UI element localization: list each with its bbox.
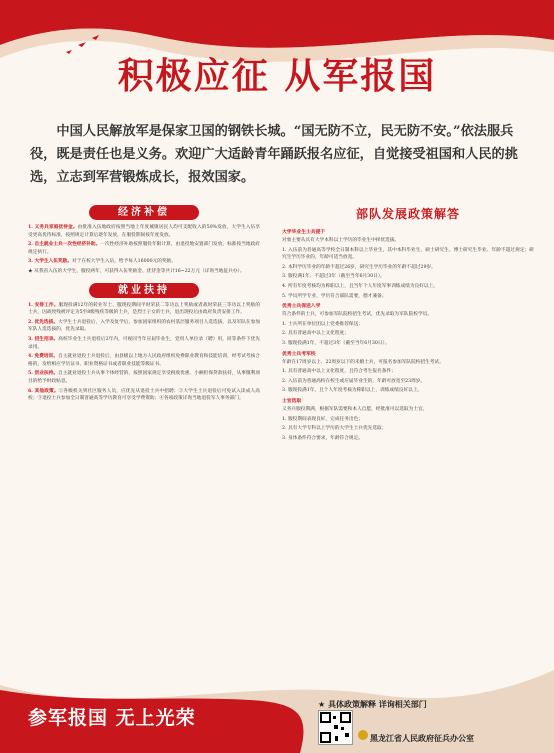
paragraph: [282, 340, 534, 348]
left-column: [28, 205, 260, 405]
policy-subheading: 优秀士兵考军校: [282, 350, 316, 357]
paragraph: [282, 378, 534, 386]
paragraph-text: 高校毕业生士兵退役后2年内，可视同当年应届毕业生，党用人单位录（聘）用，同等条件下优先录用。: [28, 336, 261, 350]
paragraph: [282, 264, 534, 272]
employment-support-list: [28, 302, 260, 403]
section-policy-answers: 部队发展政策解答: [355, 207, 460, 221]
section-employment-support: 就业扶持: [89, 283, 199, 298]
paragraph: [28, 268, 260, 276]
qr-code: [318, 710, 353, 745]
paragraph-text: 由批准入伍地政府按照当地上年度城镇居民人均可支配收入的50%发放，大学生入伍享受更高优待标准，按照规定计算后逐年发放，在服役期间按年度发放。: [28, 225, 260, 238]
paragraph-text: 年龄在17周岁以上、22周岁以下的未婚士兵，可报名参加军队院校招生考试。: [282, 359, 444, 365]
paragraph: [28, 302, 260, 317]
paragraph-text: 对于在校大学生入伍，给予每人16000元的奖励。: [72, 259, 177, 265]
section-economic-compensation: 经济补偿: [89, 205, 199, 220]
paragraph-text: 符合条件的士兵，可参加军队院校招生考试，优先录取为军队院校学员。: [282, 312, 433, 318]
paragraph-keyword: 1. 安排工作。: [28, 302, 59, 308]
paragraph-keyword: 5. 创业扶持。: [28, 371, 59, 377]
emblem-icon: [358, 730, 368, 740]
paragraph: [282, 293, 534, 301]
paragraph-text: 服现役满12年的转业军士、服现役期间平时荣获二等功以上奖励或者战时荣获三等功以上奖励的士兵，因战致残被评定为5至8级残疾等级的士兵，是烈士子女的士兵，退出现役后由政府负责安排工作。: [28, 302, 261, 316]
paragraph: [282, 359, 534, 367]
paragraph-text: 3. 服现役满1年，且个人年度考核为称职以上，训练成绩良好以上。: [282, 388, 423, 394]
paragraph: [282, 283, 534, 291]
policy-subheading: 优秀士兵保送入学: [282, 303, 321, 310]
paragraph-text: 对象主要从具有大学本科以上学历的毕业生中择优选拔。: [282, 238, 400, 243]
paragraph-text: 1. 具有普通高中以上文化程度，且符合考生报名条件；: [282, 369, 396, 375]
paragraph-keyword: 2. 优先选拔。: [28, 319, 59, 325]
paragraph-keyword: 3. 大学生入伍奖励。: [28, 259, 73, 265]
policy-subheading: 大学毕业生士兵提干: [282, 229, 326, 235]
paragraph: [282, 273, 534, 281]
paragraph-text: 2. 具有普通高中以上文化程度；: [282, 331, 349, 337]
paragraph: [282, 435, 534, 443]
paragraph: [28, 241, 260, 256]
paragraph: [28, 370, 260, 385]
paragraph: [282, 330, 534, 338]
right-column: [282, 205, 534, 444]
paragraph-text: 自主就业退役士兵退役后，由县级以上地方人民政府组织免费职业教育和技能培训，经考试考核合格的，发给相应学历证书、职业资格证书或者职业技能等级证书。: [28, 354, 260, 367]
paragraph-text: 3. 身体条件符合要求，年龄符合规定。: [282, 435, 363, 441]
paragraph-text: ①各级机关到社区服务人员，应优先从退役士兵中招聘；②大学生士兵退役后可免试入读成人高校；③退役士兵参加全日制普通高等学历教育可享受学费资助；④各项政策详询当地退役军人事务部门。: [28, 388, 260, 402]
paragraph-keyword: 3. 招生招录。: [28, 336, 59, 342]
more-info-note: ★ 具体政策解释 详询相关部门: [318, 700, 427, 709]
paragraph-text: 大学生士兵退役后，入学及复学后，参加国家组织的农村基层服务项目人选选拔，以及军队在参加军队人选选拔的，优先录取。: [28, 319, 260, 333]
paragraph-text: 1. 服役期间表现良好，完成任务出色；: [282, 416, 363, 422]
page-title: 积极应征 从军报国: [117, 56, 437, 97]
paragraph: [282, 368, 534, 376]
footer-slogan: 参军报国 无上光荣: [28, 707, 196, 729]
paragraph: [282, 387, 534, 395]
paragraph: [28, 336, 260, 351]
paragraph: [282, 406, 534, 414]
paragraph-keyword: 4. 免费培训。: [28, 354, 59, 360]
paragraph-text: 4. 所有年度考核均为称职以上，且当年个人年度军事训练成绩为良好以上。: [282, 283, 438, 289]
intro-text: 中国人民解放军是保家卫国的钢铁长城。“国无防不立，民无防不安。”依法服兵役，既是责任也是义务。欢迎广大适龄青年踊跃报名应征，自觉接受祖国和人民的挑选，立志到军营锻炼成长，报效国家。: [30, 124, 518, 185]
paragraph: [282, 311, 534, 319]
paragraph: [282, 321, 534, 329]
paragraph: [282, 237, 534, 245]
paragraph: [282, 416, 534, 424]
issuing-organization: 黑龙江省人民政府征兵办公室: [370, 734, 474, 743]
paragraph-text: 2. 具有大学专科以上学历的大学生士兵优先选取；: [282, 426, 387, 432]
policy-answers-list: [282, 228, 534, 442]
paragraph-text: 一次性经济补助按照服役年限计算，由退役地安置部门发放，标准按当地政府规定执行。: [28, 242, 260, 255]
paragraph-text: 2. 本科学历毕业的年龄不超过26岁，研究生学历毕业的年龄不超过29岁。: [282, 264, 436, 270]
paragraph: [28, 388, 260, 403]
paragraph-text: 自主就业退役士兵从事个体经营的，按照国家规定享受税收优惠、小额担保贷款扶持，从事微利项目的给予财政贴息。: [28, 371, 260, 384]
paragraph-keyword: 2. 自主就业士兵一次性经济补助。: [28, 242, 101, 248]
paragraph-keyword: 6. 其他政策。: [28, 388, 59, 394]
paragraph-keyword: 1. 义务兵家庭优待金。: [28, 225, 78, 230]
paragraph-text: 1. 士兵所在单位团以上党委推荐保送；: [282, 321, 363, 327]
paragraph-text: 1. 入伍前为普通高等学校全日制本科以上毕业生，其中本科毕业生、硕士研究生、博士研究生毕业、年龄不超过规定；研究生学历毕业的，年龄可适当放宽。: [282, 247, 534, 261]
paragraph: [28, 258, 260, 266]
economic-compensation-list: [28, 224, 260, 276]
paragraph: [28, 319, 260, 334]
policy-subheading: 士官选取: [282, 397, 302, 404]
paragraph: [28, 353, 260, 368]
paragraph: [28, 224, 260, 239]
paragraph-text: 义务兵服役期满，根据军队需要和本人自愿，经批准可以选取为士官。: [282, 406, 428, 412]
paragraph-text: ★ 从我省入伍的大学生，服役两年，可获得入伍奖励金、优待金等共计16~22万元（详询当地征兵办）。: [28, 268, 245, 274]
paragraph-text: 3. 服现役满1年，不超过3年（截至当年6月30日）。: [282, 340, 390, 346]
paragraph: [282, 247, 534, 262]
paragraph: [282, 425, 534, 433]
paragraph-text: 2. 入伍前为普通高校在校生或应届毕业生的，年龄可放宽至23周岁。: [282, 378, 426, 384]
paragraph-text: 5. 学员所学专业、学历符合部队需要，德才兼备。: [282, 293, 387, 299]
paragraph-text: 3. 服役满1年、不超过3年（截至当年6月30日）。: [282, 274, 385, 280]
